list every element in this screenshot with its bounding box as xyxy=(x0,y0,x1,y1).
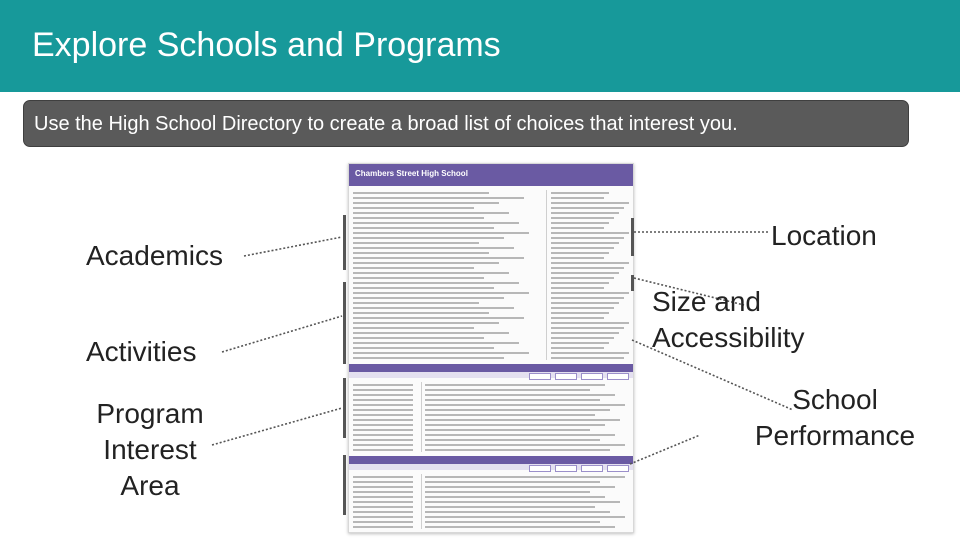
page-fine-print xyxy=(607,373,629,380)
page-fine-print xyxy=(551,352,629,354)
page-fine-print xyxy=(353,222,519,224)
page-fine-print xyxy=(425,404,625,406)
page-fine-print xyxy=(551,267,624,269)
page-fine-print xyxy=(353,526,413,528)
page-fine-print xyxy=(353,272,509,274)
callout-size-line2: Accessibility xyxy=(652,322,805,353)
page-fine-print xyxy=(425,384,605,386)
page-fine-print xyxy=(425,414,595,416)
page-fine-print xyxy=(353,399,413,401)
page-fine-print xyxy=(425,444,625,446)
page-fine-print xyxy=(425,491,590,493)
callout-activities: Activities xyxy=(86,336,197,367)
page-fine-print xyxy=(353,347,494,349)
page-fine-print xyxy=(607,465,629,472)
page-fine-print xyxy=(349,364,634,372)
directory-school-name: Chambers Street High School xyxy=(355,169,468,178)
page-fine-print xyxy=(353,312,489,314)
page-fine-print xyxy=(353,297,504,299)
page-fine-print xyxy=(551,207,624,209)
page-fine-print xyxy=(551,197,604,199)
page-fine-print xyxy=(353,287,494,289)
page-fine-print xyxy=(551,212,619,214)
page-fine-print xyxy=(353,501,413,503)
page-fine-print xyxy=(425,521,600,523)
page-fine-print xyxy=(425,419,620,421)
page-fine-print xyxy=(551,192,609,194)
callout-location: Location xyxy=(771,220,877,251)
page-fine-print xyxy=(353,444,413,446)
page-fine-print xyxy=(551,272,619,274)
page-fine-print xyxy=(551,342,609,344)
page-fine-print xyxy=(421,382,422,452)
page-fine-print xyxy=(551,222,609,224)
page-fine-print xyxy=(425,516,625,518)
page-fine-print xyxy=(425,506,595,508)
bracket-left-middle xyxy=(343,282,346,364)
page-fine-print xyxy=(353,424,413,426)
directory-page-image xyxy=(348,163,634,533)
page-fine-print xyxy=(353,237,504,239)
page-fine-print xyxy=(353,202,499,204)
callout-performance-line1: School xyxy=(792,384,878,415)
page-fine-print xyxy=(425,526,615,528)
page-fine-print xyxy=(551,282,609,284)
subtitle-text: Use the High School Directory to create a broad list of choices that interest you. xyxy=(34,113,738,135)
page-fine-print xyxy=(353,302,479,304)
page-fine-print xyxy=(353,414,413,416)
page-fine-print xyxy=(353,282,519,284)
page-fine-print xyxy=(353,212,509,214)
page-fine-print xyxy=(353,429,413,431)
page-fine-print xyxy=(425,424,605,426)
page-fine-print xyxy=(555,465,577,472)
callout-academics: Academics xyxy=(86,240,223,271)
page-fine-print xyxy=(425,481,600,483)
page-fine-print xyxy=(546,190,547,360)
page-fine-print xyxy=(353,337,484,339)
page-fine-print xyxy=(551,257,604,259)
page-fine-print xyxy=(425,389,590,391)
callout-size-line1: Size and xyxy=(652,286,761,317)
page-fine-print xyxy=(551,227,604,229)
page-fine-print xyxy=(353,277,484,279)
page-fine-print xyxy=(425,496,605,498)
page-fine-print xyxy=(353,384,413,386)
page-fine-print xyxy=(353,322,499,324)
page-fine-print xyxy=(353,394,413,396)
page-fine-print xyxy=(551,347,604,349)
page-fine-print xyxy=(353,516,413,518)
page-fine-print xyxy=(353,506,413,508)
callout-program-interest-area xyxy=(80,396,220,504)
callout-program-line3: Area xyxy=(120,470,180,501)
page-fine-print xyxy=(353,307,514,309)
page-fine-print xyxy=(353,521,413,523)
page-fine-print xyxy=(353,227,494,229)
page-fine-print xyxy=(353,292,529,294)
page-fine-print xyxy=(551,297,624,299)
page-fine-print xyxy=(551,337,614,339)
page-fine-print xyxy=(353,332,509,334)
page-fine-print xyxy=(353,491,413,493)
page-fine-print xyxy=(551,217,614,219)
page-fine-print xyxy=(353,317,524,319)
page-fine-print xyxy=(551,322,629,324)
page-fine-print xyxy=(353,262,499,264)
page-fine-print xyxy=(353,252,489,254)
page-fine-print xyxy=(581,465,603,472)
page-fine-print xyxy=(551,302,619,304)
page-fine-print xyxy=(425,399,600,401)
page-title: Explore Schools and Programs xyxy=(32,26,501,64)
page-fine-print xyxy=(581,373,603,380)
page-fine-print xyxy=(353,257,524,259)
page-fine-print xyxy=(353,342,519,344)
page-fine-print xyxy=(353,409,413,411)
page-fine-print xyxy=(425,394,615,396)
page-fine-print xyxy=(353,439,413,441)
page-fine-print xyxy=(529,465,551,472)
bracket-left-bottom xyxy=(343,455,346,515)
page-fine-print xyxy=(425,439,600,441)
page-fine-print xyxy=(551,237,624,239)
page-fine-print xyxy=(353,389,413,391)
page-fine-print xyxy=(551,262,629,264)
page-fine-print xyxy=(353,481,413,483)
bracket-left-lower xyxy=(343,378,346,438)
page-fine-print xyxy=(425,476,625,478)
page-fine-print xyxy=(551,287,604,289)
page-fine-print xyxy=(551,332,619,334)
page-fine-print xyxy=(551,292,629,294)
page-fine-print xyxy=(349,456,634,464)
page-fine-print xyxy=(551,307,614,309)
page-fine-print xyxy=(353,232,529,234)
bracket-left-upper xyxy=(343,215,346,270)
page-fine-print xyxy=(551,242,619,244)
page-fine-print xyxy=(353,327,474,329)
page-fine-print xyxy=(425,449,610,451)
page-fine-print xyxy=(353,449,413,451)
bracket-right-middle xyxy=(631,275,634,291)
page-fine-print xyxy=(353,511,413,513)
page-fine-print xyxy=(555,373,577,380)
page-fine-print xyxy=(425,429,590,431)
callout-school-performance xyxy=(712,382,958,454)
page-fine-print xyxy=(551,317,604,319)
page-fine-print xyxy=(421,474,422,529)
page-fine-print xyxy=(425,511,610,513)
page-fine-print xyxy=(353,197,524,199)
page-fine-print xyxy=(551,277,614,279)
page-fine-print xyxy=(425,501,620,503)
page-fine-print xyxy=(551,357,624,359)
page-fine-print xyxy=(353,496,413,498)
directory-page-header xyxy=(349,164,634,186)
callout-size-accessibility xyxy=(652,284,804,356)
callout-program-line1: Program xyxy=(96,398,204,429)
page-fine-print xyxy=(425,486,615,488)
page-fine-print xyxy=(353,476,413,478)
page-fine-print xyxy=(353,207,474,209)
page-fine-print xyxy=(425,434,615,436)
page-fine-print xyxy=(551,252,609,254)
callout-performance-line2: Performance xyxy=(754,420,916,451)
page-fine-print xyxy=(353,419,413,421)
page-fine-print xyxy=(551,202,629,204)
page-fine-print xyxy=(551,232,629,234)
page-fine-print xyxy=(529,373,551,380)
page-fine-print xyxy=(353,352,529,354)
callout-program-line2: Interest xyxy=(103,434,197,465)
page-fine-print xyxy=(551,327,624,329)
page-fine-print xyxy=(425,409,610,411)
subtitle-box xyxy=(23,100,909,147)
page-fine-print xyxy=(353,192,489,194)
page-fine-print xyxy=(551,312,609,314)
page-fine-print xyxy=(551,247,614,249)
page-fine-print xyxy=(353,267,474,269)
page-fine-print xyxy=(353,404,413,406)
page-fine-print xyxy=(353,242,479,244)
page-fine-print xyxy=(353,217,484,219)
title-bar xyxy=(0,0,960,92)
page-fine-print xyxy=(353,247,514,249)
page-fine-print xyxy=(353,357,504,359)
page-fine-print xyxy=(353,434,413,436)
page-fine-print xyxy=(353,486,413,488)
bracket-right-upper xyxy=(631,218,634,256)
